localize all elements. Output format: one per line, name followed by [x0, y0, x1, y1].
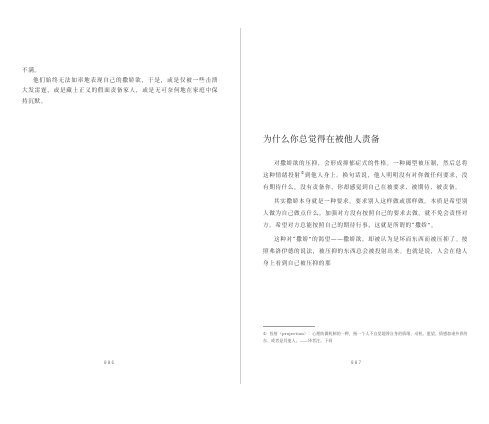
footnote-rule [263, 326, 315, 327]
right-paragraph [263, 158, 468, 195]
right-page-body [263, 158, 468, 272]
paragraph-text: 对撒娇欲的压抑，会形成抑郁症式的性格。一种阈型被压制，然后总将这种情绪投射 [263, 161, 468, 180]
left-paragraph: 他们始终无法如率地表现自己的撒娇欲，于是，或是仅被一些击溃大发雷霆，或是藏上正义的假面责备家人，或是无可奈何地在家庭中保持沉默。 [22, 78, 218, 105]
paragraph-text: 到他人身上。换句话说，他人明明没有对你做任何要求，没有期待什么，没有责备你，你却感觉到自己在被要求、被期待、被责备。 [263, 173, 468, 192]
section-heading: 为什么你总觉得在被他人责备 [263, 135, 380, 145]
left-page-body [22, 66, 218, 107]
footnote-reference[interactable]: ① [300, 170, 305, 176]
footnote [263, 330, 468, 344]
left-paragraph: 不满。 [22, 68, 41, 74]
paragraph-text: 这种对“撒娇”的渴望——撒娇欲，却被认为是坏而东西而被压抑了。按照弗洛伊德的说法，被压抑的东西总会被投射出来。也就是说，人会在他人身上看到自己被压抑的那 [263, 237, 468, 268]
left-page [0, 0, 240, 424]
right-page [241, 0, 489, 424]
footnote-mark: ① [263, 331, 267, 336]
right-paragraph [263, 196, 468, 233]
footnote-text: 投射（projection）：心理防御机制的一种，指一个人不自觉地将自身的情绪、动机、愿望、情感加诸外界的东、或者是其他人。——译者注。下同 [263, 331, 468, 343]
paragraph-text: 其实撒娇本身就是一种要求，要求别人这样做或那样做。本质是希望别人做为自己做点什么。加强对方没有按照自己的要求去做，就不免会责怪对方。希望对方总能按照自己的期待行事，这就是所谓的“撒娇”。 [263, 199, 468, 230]
page-number-right: 007 [351, 360, 363, 365]
right-paragraph [263, 234, 468, 271]
page-number-left: 006 [104, 360, 116, 365]
